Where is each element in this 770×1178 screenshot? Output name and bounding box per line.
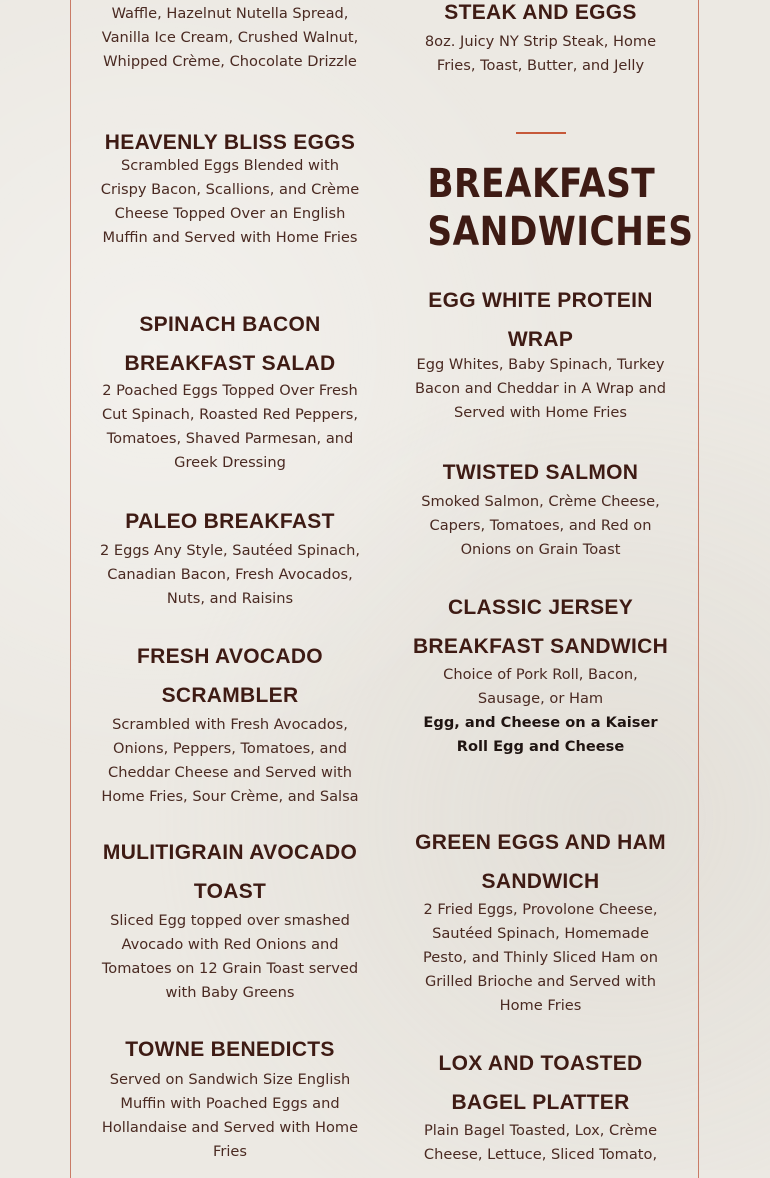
menu-item-name: CLASSIC JERSEY BREAKFAST SANDWICH [412, 596, 669, 658]
menu-item-description: 2 Fried Eggs, Provolone Cheese, Sautéed Spinach, Homemade Pesto, and Thinly Sliced Ham on Grilled Brioche and Served with Home Fries [423, 901, 658, 1014]
menu-item-description: 2 Eggs Any Style, Sautéed Spinach, Canadian Bacon, Fresh Avocados, Nuts, and Raisins [99, 541, 361, 607]
menu-item-towne-benedicts [99, 1031, 361, 1164]
menu-item-name: TWISTED SALMON [442, 461, 639, 484]
menu-item-name: EGG WHITE PROTEIN WRAP [428, 289, 653, 351]
menu-item-description: Scrambled with Fresh Avocados, Onions, Peppers, Tomatoes, and Cheddar Cheese and Served with Home Fries, Sour Crème, and Salsa [101, 716, 359, 805]
menu-item-lox-bagel-platter [409, 1045, 672, 1167]
menu-item-description: Served on Sandwich Size English Muffin with Poached Eggs and Hollandaise and Served with Home Fries [101, 1070, 359, 1160]
menu-item-paleo-breakfast [99, 503, 361, 611]
menu-item-heavenly-bliss-eggs [99, 124, 361, 250]
menu-item-description: Waffle, Hazelnut Nutella Spread, Vanilla Ice Cream, Crushed Walnut, Whipped Crème, Chocolate Drizzle [101, 5, 359, 70]
menu-item-twisted-salmon [409, 454, 672, 562]
menu-item-green-eggs-and-ham [409, 824, 672, 1018]
menu-item-description: 8oz. Juicy NY Strip Steak, Home Fries, Toast, Butter, and Jelly [424, 32, 657, 74]
menu-item-name: PALEO BREAKFAST [125, 510, 335, 533]
menu-item-steak-and-eggs [409, 0, 672, 78]
menu-item-name: STEAK AND EGGS [444, 1, 637, 24]
menu-item-description: Egg Whites, Baby Spinach, Turkey Bacon and Cheddar in A Wrap and Served with Home Fries [414, 356, 667, 421]
menu-item-name: TOWNE BENEDICTS [125, 1038, 335, 1061]
section-divider [516, 132, 566, 134]
menu-item-egg-white-protein-wrap [409, 282, 672, 425]
menu-item-classic-jersey-sandwich [409, 589, 672, 759]
menu-item-spinach-bacon-salad [99, 306, 361, 475]
menu-item-description: Scrambled Eggs Blended with Crispy Bacon, Scallions, and Crème Cheese Topped Over an English Muffin and Served with Home Fries [100, 156, 360, 246]
menu-item-name: LOX AND TOASTED BAGEL PLATTER [438, 1052, 643, 1114]
menu-item-fresh-avocado-scrambler [99, 638, 361, 809]
menu-item-description-bold: Egg, and Cheese on a Kaiser Roll Egg and Cheese [423, 714, 658, 755]
menu-item-waffle [99, 2, 361, 74]
menu-item-multigrain-avocado-toast [99, 834, 361, 1005]
menu-item-description: Smoked Salmon, Crème Cheese, Capers, Tomatoes, and Red on Onions on Grain Toast [421, 492, 660, 558]
menu-item-name: HEAVENLY BLISS EGGS [104, 131, 356, 154]
menu-item-description: 2 Poached Eggs Topped Over Fresh Cut Spinach, Roasted Red Peppers, Tomatoes, Shaved Parmesan, and Greek Dressing [101, 382, 359, 471]
menu-item-description: Sliced Egg topped over smashed Avocado with Red Onions and Tomatoes on 12 Grain Toast served with Baby Greens [101, 912, 359, 1001]
section-title: BREAKFAST SANDWICHES [427, 161, 694, 255]
menu-item-description: Choice of Pork Roll, Bacon, Sausage, or Ham [443, 666, 638, 707]
menu-item-name: SPINACH BACON BREAKFAST SALAD [124, 313, 336, 375]
menu-item-name: GREEN EGGS AND HAM SANDWICH [415, 831, 666, 893]
menu-item-name: FRESH AVOCADO SCRAMBLER [137, 645, 323, 707]
menu-item-description: Plain Bagel Toasted, Lox, Crème Cheese, Lettuce, Sliced Tomato, [423, 1122, 658, 1163]
menu-item-name: MULITIGRAIN AVOCADO TOAST [102, 841, 358, 903]
